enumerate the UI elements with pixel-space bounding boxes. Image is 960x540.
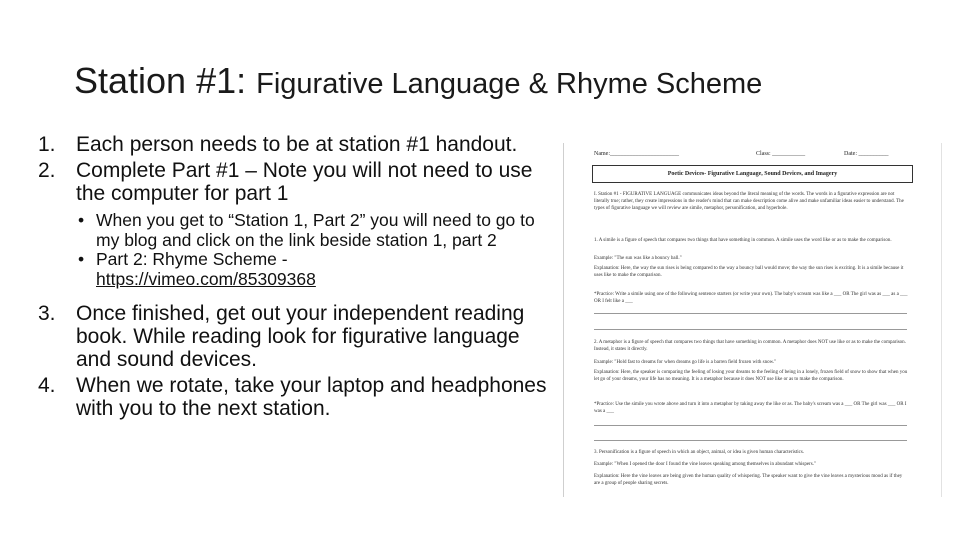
item-number: 2. bbox=[38, 159, 56, 182]
sub-list bbox=[76, 211, 558, 289]
title-rest: Figurative Language & Rhyme Scheme bbox=[256, 68, 763, 100]
sub-list-item bbox=[76, 250, 558, 289]
simile-definition: 1. A simile is a figure of speech that compares two things that have something in common. A simile uses the word like or as to make the comparison. bbox=[594, 238, 892, 243]
personification-definition: 3. Personification is a figure of speech in which an object, animal, or idea is given human characteristics. bbox=[594, 450, 805, 455]
sub-list-item bbox=[76, 211, 558, 250]
answer-line bbox=[594, 329, 907, 330]
answer-line bbox=[594, 425, 907, 426]
instruction-list bbox=[38, 133, 558, 420]
bullet: • bbox=[78, 210, 85, 230]
item-text: When we rotate, take your laptop and headphones with you to the next station. bbox=[76, 374, 547, 420]
simile-practice: *Practice: Write a simile using one of the following sentence starters (or write your own). The baby's scream was like a ___ OR The girl was as ___ as a ___ OR I felt like a ___ bbox=[594, 292, 908, 304]
item-text: Complete Part #1 – Note you will not need to use the computer for part 1 bbox=[76, 159, 533, 205]
handout-title-box: Poetic Devices- Figurative Language, Sound Devices, and Imagery bbox=[592, 165, 913, 183]
item-text: Once finished, get out your independent reading book. While reading look for figurative language and sound devices. bbox=[76, 302, 525, 371]
list-item bbox=[38, 302, 558, 371]
slide-title bbox=[74, 60, 762, 102]
list-item bbox=[38, 159, 558, 299]
metaphor-example: Example: "Hold fast to dreams for when dreams go life is a barren field frozen with snow." bbox=[594, 360, 777, 365]
instructions bbox=[38, 133, 558, 423]
section-1-text: I. Station #1 - FIGURATIVE LANGUAGE communicates ideas beyond the literal meaning of the words. The words in a figurative expression are not literally true; rather, they create impressions in the reader's mind that can make description come alive and make unfamiliar ideas easier to understand. The types of figurative language we will review are simile, metaphor, personification, and hyperbole. bbox=[594, 192, 904, 211]
item-text: Each person needs to be at station #1 handout. bbox=[76, 133, 518, 156]
personification-example: Example: "When I opened the door I found the vine leaves speaking among themselves in abundant whispers." bbox=[594, 462, 816, 467]
handout-image bbox=[563, 143, 942, 497]
answer-line bbox=[594, 440, 907, 441]
personification-explanation: Explanation: Here the vine leaves are being given the human quality of whispering. The speaker want to give the vine leaves a mysterious mood as if they are a group of people sharing secrets. bbox=[594, 474, 903, 486]
vimeo-link[interactable]: https://vimeo.com/85309368 bbox=[96, 268, 316, 289]
simile-example: Example: "The sun was like a bouncy ball." bbox=[594, 256, 682, 261]
name-label: Name:_______________________ bbox=[594, 151, 679, 157]
item-number: 1. bbox=[38, 133, 56, 156]
sub-item-text: When you get to “Station 1, Part 2” you will need to go to my blog and click on the link beside station 1, part 2 bbox=[96, 210, 535, 250]
metaphor-explanation: Explanation: Here, the speaker is comparing the feeling of losing your dreams to the feeling of being in a lonely, frozen field of snow to show that when you let go of your dreams, your life has no meaning. It is a metaphor because it does NOT use like or as to make the comparison. bbox=[594, 370, 908, 382]
title-prefix: Station #1: bbox=[74, 60, 257, 101]
list-item bbox=[38, 374, 558, 420]
bullet: • bbox=[78, 249, 85, 269]
item-number: 3. bbox=[38, 302, 56, 325]
sub-item-text: Part 2: Rhyme Scheme - bbox=[96, 249, 288, 269]
list-item bbox=[38, 133, 558, 156]
class-label: Class: ___________ bbox=[756, 151, 806, 157]
date-label: Date: __________ bbox=[844, 151, 889, 157]
answer-line bbox=[594, 313, 907, 314]
metaphor-definition: 2. A metaphor is a figure of speech that compares two things that have something in common. A metaphor does NOT use like or as to make the comparison. Instead, it states it directly. bbox=[594, 340, 906, 352]
simile-explanation: Explanation: Here, the way the sun rises is being compared to the way a bouncy ball would move; the way the sun rises is exciting. It is a simile because it uses like to make the comparison. bbox=[594, 266, 904, 278]
metaphor-practice: *Practice: Use the simile you wrote above and turn it into a metaphor by taking away the like or as. The baby's scream was a ___ OR The girl was ___ OR I was a ___ bbox=[594, 402, 907, 414]
item-number: 4. bbox=[38, 374, 56, 397]
